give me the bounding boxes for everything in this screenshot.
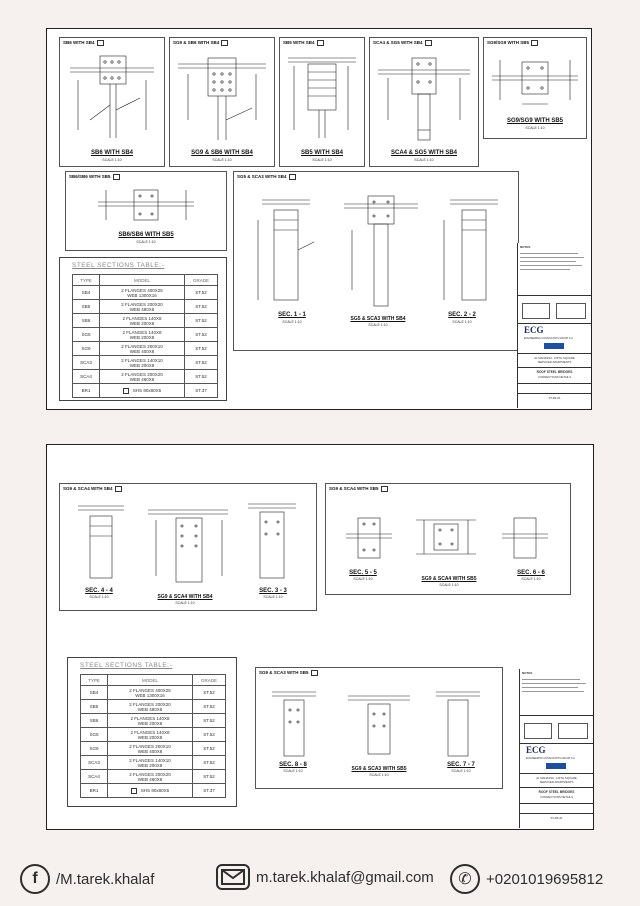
shs-section-icon [131, 788, 137, 794]
model-line-2: WEB 200X8 [129, 320, 155, 326]
model-line-2: WEB 460X8 [129, 376, 155, 382]
title-block [519, 669, 593, 828]
cell-grade: ST.52 [185, 356, 218, 370]
section-scale: SCALE 1:10 [263, 595, 283, 599]
table-row [73, 300, 218, 314]
section-caption: SEC. 7 - 7 [447, 762, 475, 768]
model-line-1: 2 FLANGES 140X10 [121, 357, 163, 363]
detail-sg9-sg9-sb5 [483, 37, 587, 139]
detail-caption: SB6 WITH SB4 [90, 150, 133, 156]
detail-tag: SB6/SB6 WITH SB5 [69, 174, 120, 180]
cell-model [108, 686, 193, 700]
model-line-1: 2 FLANGES 400X25 [129, 687, 171, 693]
cell-type: SG5 [81, 728, 108, 742]
model-line-2: WEB 460X8 [137, 776, 163, 782]
cell-model [100, 314, 185, 328]
steel-table-grid [72, 274, 218, 398]
email-link[interactable] [216, 864, 434, 890]
ecg-logo-text: ECG [526, 745, 546, 755]
cell-model [100, 370, 185, 384]
cell-grade: ST.52 [185, 370, 218, 384]
model-line-1: 2 FLANGES 200X20 [121, 371, 163, 377]
email-address: m.tarek.khalaf@gmail.com [256, 868, 434, 886]
table-row [81, 756, 226, 770]
detail-tag: SG9 & SCA4 WITH SB4 [63, 486, 122, 492]
model-line-1: 2 FLANGES 140X8 [130, 715, 170, 721]
model-line-2: WEB 200X8 [129, 362, 155, 368]
table-row [73, 342, 218, 356]
section-scale: SCALE 1:10 [452, 320, 472, 324]
cell-grade: ST.37 [193, 784, 226, 798]
detail-caption: SG5 & SCA3 WITH SB4 [350, 316, 406, 322]
cell-grade: ST.52 [185, 286, 218, 300]
cell-type: BR1 [73, 384, 100, 398]
sheet-number: ST-RF-01 [550, 816, 563, 820]
connection-drawing [248, 190, 504, 310]
ecg-logo-sub: ENGINEERING CONSULTANTS GROUP S.A. [524, 337, 574, 340]
table-row [73, 356, 218, 370]
cell-type: SB5 [81, 700, 108, 714]
col-grade: GRADE [193, 675, 226, 686]
mini-logo [546, 763, 566, 769]
detail-caption: SG9 & SCA4 WITH SB5 [421, 576, 477, 582]
model-line-2: WEB 200X8 [129, 334, 155, 340]
detail-scale: SCALE 1:10 [368, 323, 388, 327]
detail-caption: SB5 WITH SB4 [300, 150, 343, 156]
table-row [73, 314, 218, 328]
cell-grade: ST.52 [193, 742, 226, 756]
cell-model [108, 784, 193, 798]
cell-type: SB4 [73, 286, 100, 300]
model-line-1: SHS 80x80X5 [132, 387, 162, 393]
model-line-1: 2 FLANGES 200X10 [121, 343, 163, 349]
facebook-handle: /M.tarek.khalaf [56, 870, 155, 888]
detail-scale: SCALE 1:10 [439, 583, 459, 587]
cell-grade: ST.52 [185, 342, 218, 356]
steel-table-grid [80, 674, 226, 798]
section-caption: SEC. 4 - 4 [85, 588, 113, 594]
cell-model [108, 742, 193, 756]
table-row [81, 770, 226, 784]
phone-link[interactable] [450, 864, 603, 894]
model-line-2: WEB 1300X16 [127, 292, 157, 298]
drawing-sub: CONNECTIONS DETAILS [538, 375, 571, 379]
detail-tag: SG5 & SCA3 WITH SB4 [237, 174, 296, 180]
cell-grade: ST.52 [193, 700, 226, 714]
detail-tag: SB5 WITH SB4 [283, 40, 324, 46]
detail-tag: SCA4 & SG5 WITH SB4 [373, 40, 432, 46]
section-scale: SCALE 1:10 [89, 595, 109, 599]
model-line-2: WEB 400X8 [129, 348, 155, 354]
section-scale: SCALE 1:10 [521, 577, 541, 581]
detail-caption: SG9 & SCA4 WITH SB4 [157, 594, 213, 600]
project-sub: SERVICED APARTMENTS [537, 360, 572, 364]
model-line-1: 2 FLANGES 140X10 [129, 757, 171, 763]
cell-grade: ST.52 [193, 728, 226, 742]
cell-model [108, 770, 193, 784]
detail-sg9-sca3-sb5 [255, 667, 503, 789]
cell-model [100, 384, 185, 398]
table-row [73, 384, 218, 398]
model-line-1: 2 FLANGES 200X20 [129, 701, 171, 707]
col-type: TYPE [81, 675, 108, 686]
section-scale: SCALE 1:10 [283, 769, 303, 773]
cell-grade: ST.52 [185, 328, 218, 342]
cell-model [108, 714, 193, 728]
cell-model [100, 342, 185, 356]
cell-model [108, 756, 193, 770]
detail-sb6-sb4 [59, 37, 165, 167]
model-line-1: 2 FLANGES 140X8 [122, 315, 162, 321]
cell-type: SG5 [73, 328, 100, 342]
cell-grade: ST.52 [193, 770, 226, 784]
detail-tag: SG9 & SCA3 WITH SB5 [259, 670, 318, 676]
email-icon [216, 864, 250, 890]
drawing-sub: CONNECTIONS DETAILS [540, 795, 573, 799]
notes-label: NOTES [522, 671, 533, 675]
title-block [517, 243, 591, 408]
table-row [81, 728, 226, 742]
model-line-2: WEB 400X8 [137, 748, 163, 754]
cell-grade: ST.52 [193, 686, 226, 700]
phone-icon: ✆ [450, 864, 480, 894]
cell-model [100, 356, 185, 370]
table-row [73, 286, 218, 300]
ecg-logo-text: ECG [524, 325, 544, 335]
table-row [81, 714, 226, 728]
detail-sg9-sca4-sb5 [325, 483, 571, 595]
detail-sg5-sca3-sb4 [233, 171, 519, 351]
model-line-1: 2 FLANGES 400X25 [121, 287, 163, 293]
connection-drawing [266, 684, 492, 760]
cell-type: SG9 [81, 742, 108, 756]
table-row [73, 370, 218, 384]
detail-tag: SG9 & SB6 WITH SB4 [173, 40, 228, 46]
section-caption: SEC. 2 - 2 [448, 312, 476, 318]
connection-drawing [178, 50, 266, 140]
model-line-1: 2 FLANGES 140X8 [122, 329, 162, 335]
connection-drawing [288, 50, 356, 140]
detail-scale: SCALE 1:10 [312, 158, 332, 162]
model-line-2: WEB 200X8 [137, 734, 163, 740]
model-line-1: 2 FLANGES 200X10 [129, 743, 171, 749]
model-line-2: WEB 480X8 [129, 306, 155, 312]
connection-drawing [98, 184, 194, 228]
connection-drawing [378, 50, 470, 142]
section-caption: SEC. 3 - 3 [259, 588, 287, 594]
model-line-1: 2 FLANGES 200X20 [121, 301, 163, 307]
client-logo [522, 303, 550, 319]
detail-sca4-sg5-sb4 [369, 37, 479, 167]
section-scale: SCALE 1:10 [451, 769, 471, 773]
detail-tag: SG9/SG9 WITH SB5 [487, 40, 538, 46]
cell-grade: ST.52 [185, 314, 218, 328]
drawing-sheet-2 [46, 444, 594, 830]
cell-model [108, 700, 193, 714]
shs-section-icon [123, 388, 129, 394]
model-line-2: WEB 1300X16 [135, 692, 165, 698]
model-line-1: 2 FLANGES 140X8 [130, 729, 170, 735]
facebook-link[interactable] [20, 864, 154, 894]
sheet-number: ST-RF-01 [548, 396, 561, 400]
section-caption: SEC. 8 - 8 [279, 762, 307, 768]
cell-grade: ST.52 [193, 714, 226, 728]
table-row [73, 328, 218, 342]
model-line-2: WEB 200X8 [137, 762, 163, 768]
drawing-sheet-1 [46, 28, 592, 410]
cell-type: SB4 [81, 686, 108, 700]
cell-type: SB5 [73, 300, 100, 314]
project-name: AL MANASSA - FIFTH SQUARE [534, 356, 575, 360]
detail-caption: SCA4 & SG5 WITH SB4 [390, 150, 457, 156]
cell-type: SCA3 [81, 756, 108, 770]
table-row [81, 784, 226, 798]
detail-scale: SCALE 1:10 [212, 158, 232, 162]
detail-scale: SCALE 1:10 [414, 158, 434, 162]
table-row [81, 700, 226, 714]
connection-drawing [70, 50, 154, 140]
facebook-icon: f [20, 864, 50, 894]
detail-caption: SG9 & SB6 WITH SB4 [191, 150, 253, 156]
partner-logo [556, 303, 586, 319]
col-model: MODEL [100, 275, 185, 286]
steel-sections-table [67, 657, 237, 807]
steel-sections-table [59, 257, 227, 401]
detail-sg9-sb6-sb4 [169, 37, 275, 167]
detail-caption: SG9/SG9 WITH SB5 [506, 118, 563, 124]
col-grade: GRADE [185, 275, 218, 286]
model-line-2: WEB 200X8 [137, 720, 163, 726]
table-row [81, 686, 226, 700]
section-caption: SEC. 5 - 5 [349, 570, 377, 576]
cell-type: SCA4 [81, 770, 108, 784]
cell-grade: ST.52 [193, 756, 226, 770]
cell-type: SG9 [73, 342, 100, 356]
cell-model [100, 286, 185, 300]
col-model: MODEL [108, 675, 193, 686]
phone-number: +0201019695812 [486, 870, 604, 888]
detail-scale: SCALE 1:10 [175, 601, 195, 605]
detail-sb5-sb4 [279, 37, 365, 167]
connection-drawing [336, 504, 560, 564]
model-line-2: WEB 480X8 [137, 706, 163, 712]
cell-model [100, 328, 185, 342]
cell-type: SB6 [81, 714, 108, 728]
drawing-title: ROOF STEEL BRIDGES [538, 790, 575, 794]
cell-grade: ST.37 [185, 384, 218, 398]
detail-scale: SCALE 1:10 [102, 158, 122, 162]
project-sub: SERVICED APARTMENTS [539, 780, 574, 784]
detail-sb6-sb6-sb5 [65, 171, 227, 251]
table-row [81, 742, 226, 756]
mini-logo [544, 343, 564, 349]
cell-model [100, 300, 185, 314]
section-caption: SEC. 1 - 1 [278, 312, 306, 318]
model-line-1: 2 FLANGES 200X20 [129, 771, 171, 777]
section-scale: SCALE 1:10 [353, 577, 373, 581]
cell-type: SCA4 [73, 370, 100, 384]
notes-label: NOTES [520, 245, 531, 249]
detail-caption: SG9 & SCA3 WITH SB5 [351, 766, 407, 772]
client-logo [524, 723, 552, 739]
drawing-title: ROOF STEEL BRIDGES [536, 370, 573, 374]
detail-tag: SG9 & SCA4 WITH SB5 [329, 486, 388, 492]
ecg-logo-sub: ENGINEERING CONSULTANTS GROUP S.A. [526, 757, 576, 760]
cell-type: BR1 [81, 784, 108, 798]
cell-type: SB6 [73, 314, 100, 328]
section-scale: SCALE 1:10 [282, 320, 302, 324]
detail-scale: SCALE 1:10 [525, 126, 545, 130]
table-title: STEEL SECTIONS TABLE:- [72, 262, 165, 269]
detail-tag: SB6 WITH SB4 [63, 40, 104, 46]
partner-logo [558, 723, 588, 739]
table-title: STEEL SECTIONS TABLE:- [80, 662, 173, 669]
detail-caption: SB6/SB6 WITH SB5 [118, 232, 174, 238]
connection-drawing [492, 52, 578, 112]
cell-model [108, 728, 193, 742]
section-caption: SEC. 6 - 6 [517, 570, 545, 576]
detail-scale: SCALE 1:10 [369, 773, 389, 777]
detail-scale: SCALE 1:10 [136, 240, 156, 244]
cell-grade: ST.52 [185, 300, 218, 314]
col-type: TYPE [73, 275, 100, 286]
cell-type: SCA3 [73, 356, 100, 370]
project-name: AL MANASSA - FIFTH SQUARE [536, 776, 577, 780]
connection-drawing [72, 496, 304, 584]
detail-sg9-sca4-sb4 [59, 483, 317, 611]
model-line-1: SHS 80x80X5 [140, 787, 170, 793]
